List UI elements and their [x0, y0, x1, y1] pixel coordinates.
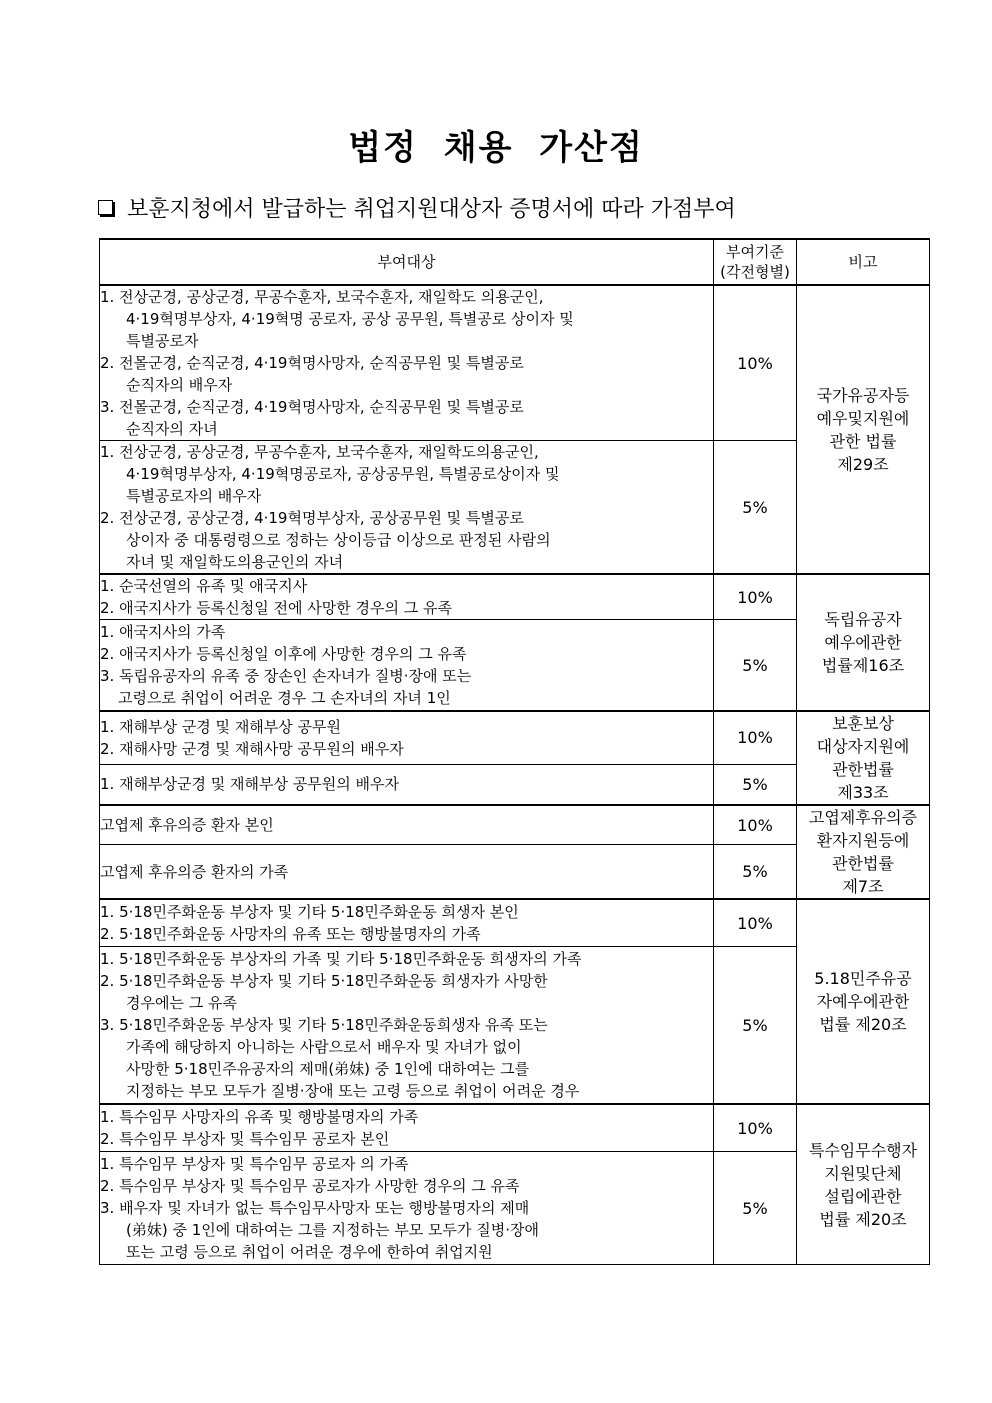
target-line: 1. 애국지사의 가족 — [100, 623, 226, 641]
target-line: 순직자의 배우자 — [126, 376, 233, 394]
table-header-row — [100, 239, 930, 285]
table-row — [100, 711, 930, 764]
target-line: 4·19혁명부상자, 4·19혁명 공로자, 공상 공무원, 특별공로 상이자 및 — [126, 310, 574, 328]
rate-cell: 10% — [714, 1104, 797, 1152]
target-cell — [100, 1152, 714, 1265]
rate-cell: 10% — [714, 574, 797, 620]
section-heading-text: 보훈지청에서 발급하는 취업지원대상자 증명서에 따라 가점부여 — [127, 197, 736, 222]
target-line: 1. 5·18민주화운동 부상자의 가족 및 기타 5·18민주화운동 희생자의 가족 — [100, 950, 582, 968]
note-cell — [797, 1104, 930, 1265]
table-row — [100, 805, 930, 845]
note-cell — [797, 711, 930, 805]
header-rate — [714, 239, 797, 285]
target-line: 3. 5·18민주화운동 부상자 및 기타 5·18민주화운동희생자 유족 또는 — [100, 1016, 548, 1034]
target-line: 1. 전상군경, 공상군경, 무공수훈자, 보국수훈자, 재일학도 의용군인, — [100, 288, 544, 306]
note-cell — [797, 285, 930, 574]
header-target: 부여대상 — [100, 239, 714, 285]
target-line: 2. 전상군경, 공상군경, 4·19혁명부상자, 공상공무원 및 특별공로 — [100, 509, 524, 527]
rate-cell: 5% — [714, 947, 797, 1105]
target-cell — [100, 805, 714, 845]
rate-cell: 10% — [714, 711, 797, 764]
rate-cell: 10% — [714, 805, 797, 845]
target-line: 상이자 중 대통령령으로 정하는 상이등급 이상으로 판정된 사람의 — [126, 531, 551, 549]
note-line: 제33조 — [837, 783, 889, 802]
section-heading — [98, 195, 736, 225]
note-line: 관한법률 — [832, 760, 894, 779]
target-line: 4·19혁명부상자, 4·19혁명공로자, 공상공무원, 특별공로상이자 및 — [126, 465, 560, 483]
target-line: 3. 독립유공자의 유족 중 장손인 손자녀가 질병·장애 또는 — [100, 667, 472, 685]
target-cell — [100, 441, 714, 575]
table-row — [100, 285, 930, 441]
checkbox-bullet-icon — [98, 200, 113, 215]
note-line: 예우및지원에 — [816, 408, 910, 428]
target-line: 2. 특수임무 부상자 및 특수임무 공로자가 사망한 경우의 그 유족 — [100, 1177, 520, 1195]
target-line: 또는 고령 등으로 취업이 어려운 경우에 한하여 취업지원 — [126, 1243, 493, 1261]
target-cell — [100, 1104, 714, 1152]
target-line: 사망한 5·18민주유공자의 제매(弟妹) 중 1인에 대하여는 그를 — [126, 1060, 530, 1078]
target-line: 1. 재해부상 군경 및 재해부상 공무원 — [100, 717, 342, 736]
target-line: 고엽제 후유의증 환자의 가족 — [100, 862, 289, 881]
header-rate-line2: (각전형별) — [720, 263, 790, 281]
header-note: 비고 — [797, 239, 930, 285]
note-line: 특수임무수행자 — [808, 1140, 918, 1160]
note-line: 자예우에관한 — [816, 992, 910, 1011]
rate-cell: 10% — [714, 899, 797, 947]
target-line: 2. 전몰군경, 순직군경, 4·19혁명사망자, 순직공무원 및 특별공로 — [100, 354, 524, 372]
target-line: 1. 특수임무 부상자 및 특수임무 공로자 의 가족 — [100, 1155, 409, 1173]
rate-cell: 5% — [714, 845, 797, 899]
target-line: 3. 전몰군경, 순직군경, 4·19혁명사망자, 순직공무원 및 특별공로 — [100, 398, 524, 416]
target-line: (弟妹) 중 1인에 대하여는 그를 지정하는 부모 모두가 질병·장애 — [126, 1221, 539, 1239]
note-cell — [797, 805, 930, 899]
rate-cell: 5% — [714, 1152, 797, 1265]
note-line: 환자지원등에 — [816, 831, 910, 850]
target-line: 3. 배우자 및 자녀가 없는 특수임무사망자 또는 행방불명자의 제매 — [100, 1199, 530, 1217]
note-line: 법률제16조 — [821, 656, 905, 675]
note-line: 법률 제20조 — [819, 1015, 907, 1034]
target-line: 자녀 및 재일학도의용군인의 자녀 — [126, 553, 344, 571]
note-line: 5.18민주유공 — [814, 969, 912, 988]
target-cell — [100, 285, 714, 441]
note-line: 국가유공자등 — [816, 385, 910, 405]
note-line: 보훈보상 — [832, 714, 894, 733]
target-line: 1. 전상군경, 공상군경, 무공수훈자, 보국수훈자, 재일학도의용군인, — [100, 443, 539, 461]
target-line: 1. 특수임무 사망자의 유족 및 행방불명자의 가족 — [100, 1108, 419, 1126]
target-line: 고령으로 취업이 어려운 경우 그 손자녀의 자녀 1인 — [118, 689, 451, 707]
target-cell — [100, 574, 714, 620]
note-line: 지원및단체 — [824, 1163, 902, 1183]
target-line: 2. 재해사망 군경 및 재해사망 공무원의 배우자 — [100, 739, 404, 758]
target-cell — [100, 711, 714, 764]
target-line: 순직자의 자녀 — [126, 420, 218, 438]
target-line: 경우에는 그 유족 — [126, 994, 237, 1012]
target-line: 1. 순국선열의 유족 및 애국지사 — [100, 577, 308, 595]
note-line: 제29조 — [837, 454, 889, 474]
note-line: 관한 법률 — [829, 431, 897, 451]
target-line: 특별공로자의 배우자 — [126, 487, 262, 505]
target-cell — [100, 620, 714, 712]
target-cell — [100, 845, 714, 899]
target-cell — [100, 947, 714, 1105]
target-cell — [100, 764, 714, 805]
target-line: 가족에 해당하지 아니하는 사람으로서 배우자 및 자녀가 없이 — [126, 1038, 522, 1056]
table-row — [100, 574, 930, 620]
target-line: 2. 애국지사가 등록신청일 이후에 사망한 경우의 그 유족 — [100, 645, 467, 663]
note-line: 설립에관한 — [824, 1186, 902, 1206]
target-line: 고엽제 후유의증 환자 본인 — [100, 816, 274, 835]
rate-cell: 5% — [714, 764, 797, 805]
target-line: 1. 5·18민주화운동 부상자 및 기타 5·18민주화운동 희생자 본인 — [100, 903, 519, 921]
target-line: 지정하는 부모 모두가 질병·장애 또는 고령 등으로 취업이 어려운 경우 — [126, 1082, 580, 1100]
table-row — [100, 899, 930, 947]
bonus-points-table — [99, 238, 930, 1265]
target-line: 2. 5·18민주화운동 부상자 및 기타 5·18민주화운동 희생자가 사망한 — [100, 972, 548, 990]
note-line: 법률 제20조 — [819, 1209, 907, 1229]
rate-cell: 5% — [714, 620, 797, 712]
note-cell — [797, 899, 930, 1104]
table-row — [100, 1104, 930, 1152]
note-line: 제7조 — [842, 877, 884, 896]
target-line: 2. 특수임무 부상자 및 특수임무 공로자 본인 — [100, 1130, 390, 1148]
note-line: 대상자지원에 — [816, 737, 910, 756]
note-cell — [797, 574, 930, 711]
note-line: 예우에관한 — [824, 633, 902, 652]
header-rate-line1: 부여기준 — [726, 243, 784, 261]
note-line: 관한법률 — [832, 854, 894, 873]
rate-cell: 10% — [714, 285, 797, 441]
target-cell — [100, 899, 714, 947]
page-title: 법정 채용 가산점 — [348, 128, 644, 168]
target-line: 2. 5·18민주화운동 사망자의 유족 또는 행방불명자의 가족 — [100, 925, 481, 943]
note-line: 고엽제후유의증 — [808, 808, 918, 827]
rate-cell: 5% — [714, 441, 797, 575]
note-line: 독립유공자 — [824, 610, 902, 629]
target-line: 특별공로자 — [126, 332, 199, 350]
target-line: 2. 애국지사가 등록신청일 전에 사망한 경우의 그 유족 — [100, 599, 452, 617]
target-line: 1. 재해부상군경 및 재해부상 공무원의 배우자 — [100, 775, 399, 794]
